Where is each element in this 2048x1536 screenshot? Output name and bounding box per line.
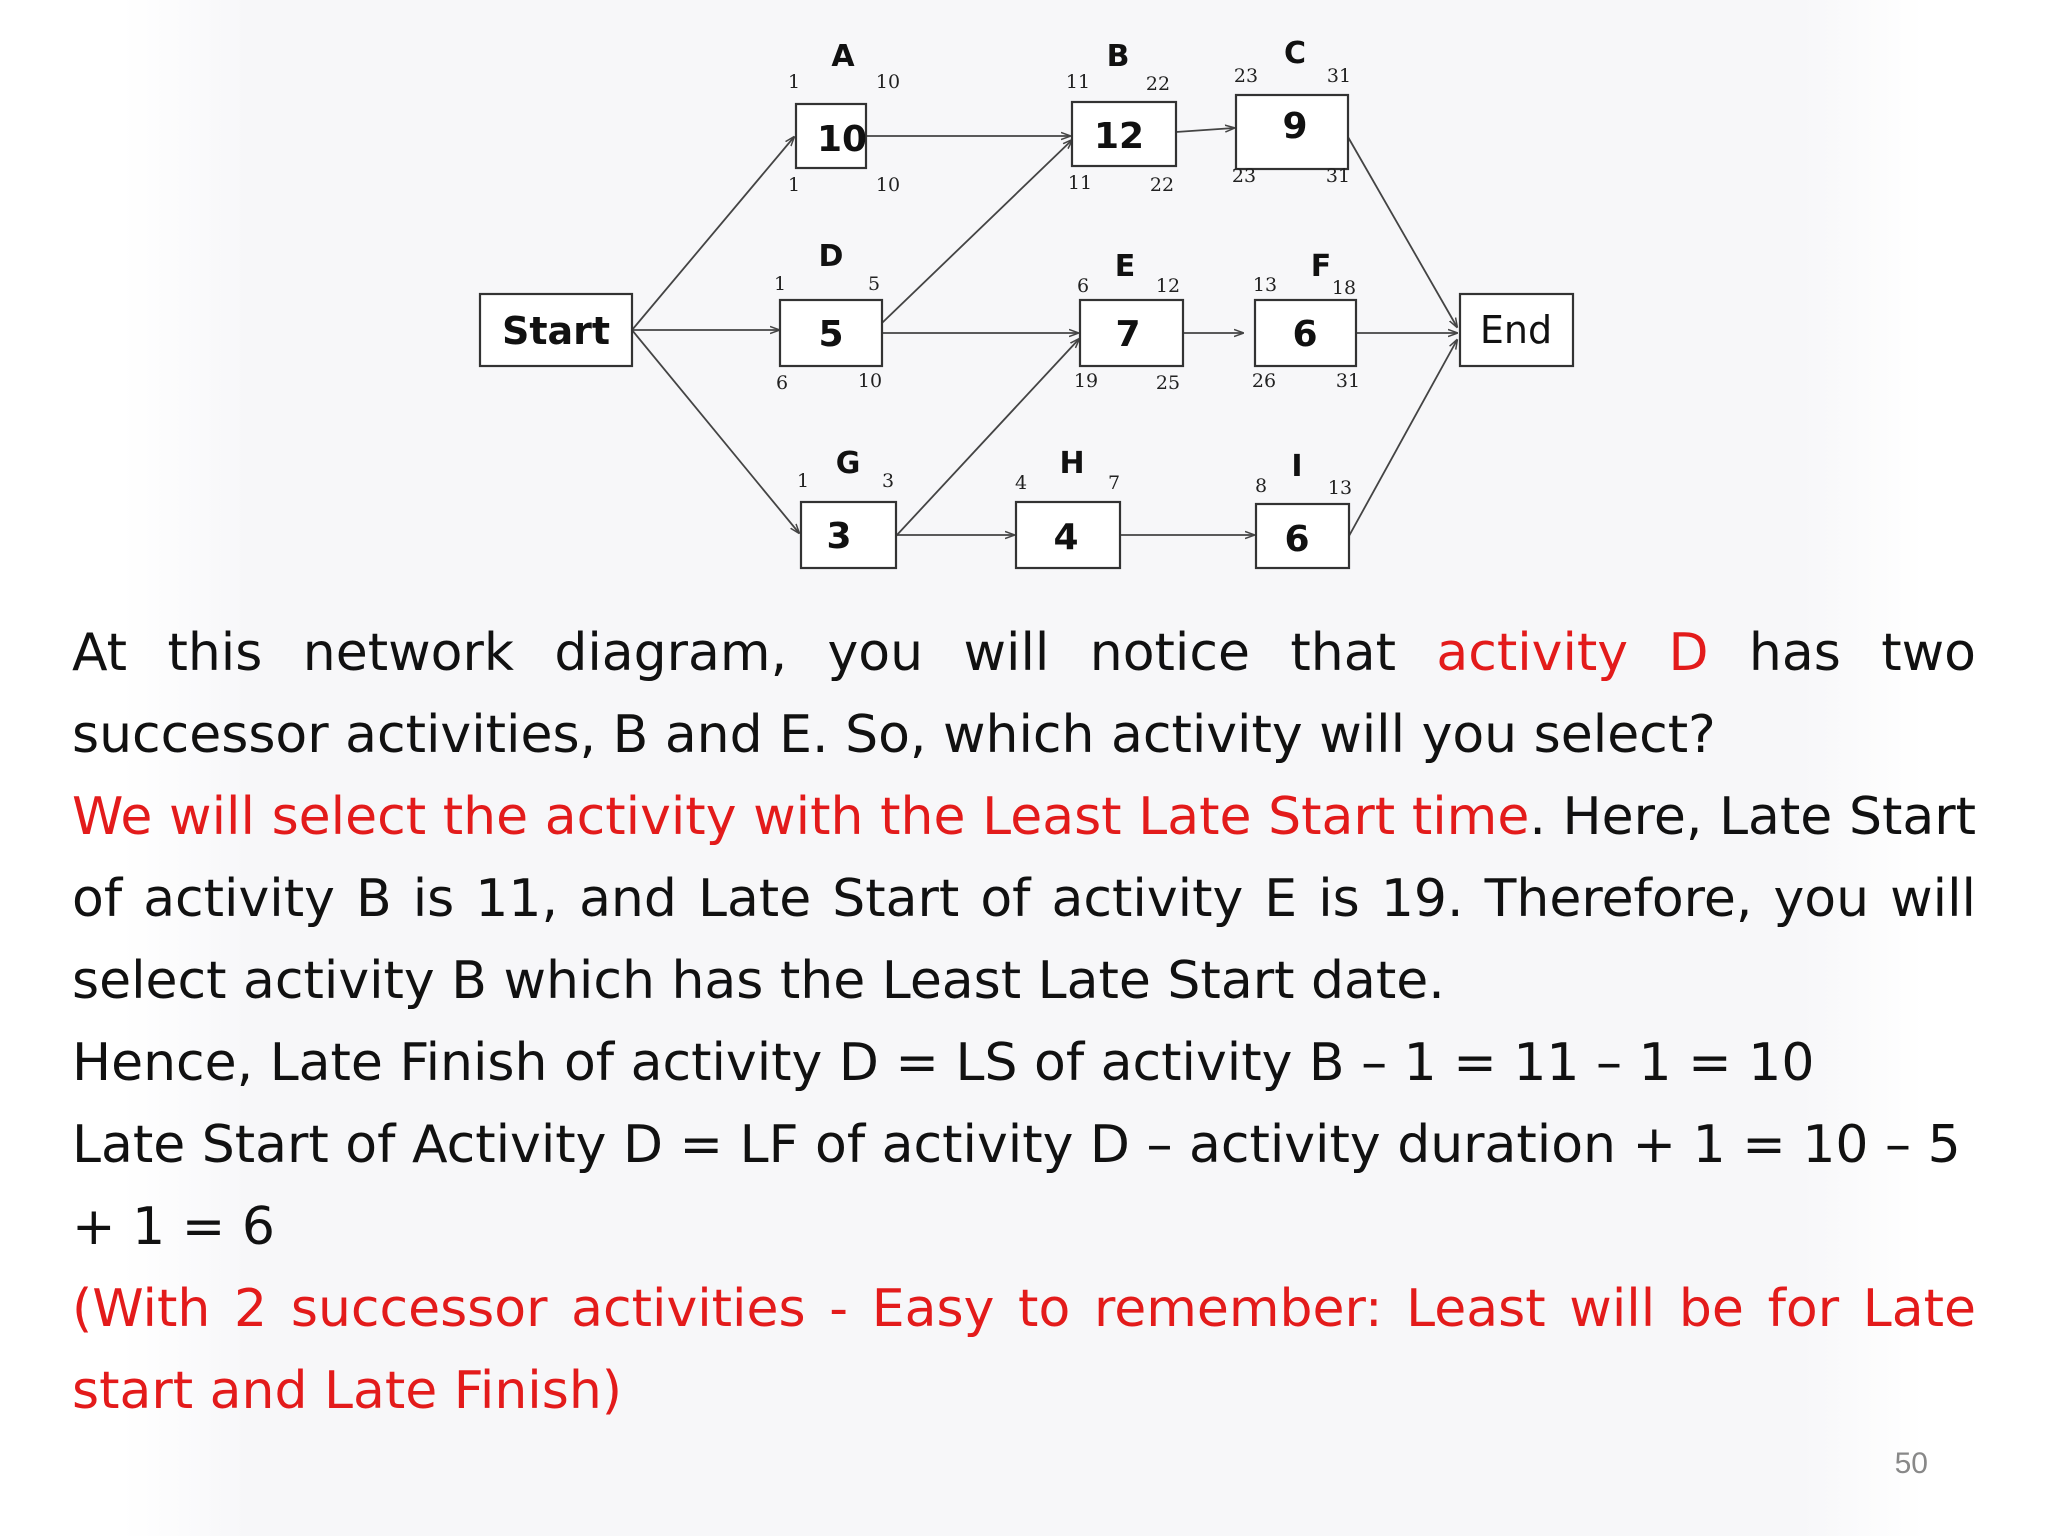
- activity-h-duration: 4: [1053, 517, 1079, 558]
- activity-i-duration: 6: [1284, 519, 1310, 560]
- activity-f-ls: 26: [1251, 370, 1277, 392]
- activity-d-ls: 6: [775, 372, 789, 394]
- activity-c: [1232, 36, 1351, 187]
- activity-d-ef: 5: [867, 273, 881, 295]
- activity-g-duration: 3: [826, 516, 852, 557]
- activity-d: [774, 239, 882, 394]
- explanation-text: [72, 612, 1976, 1432]
- activity-a-lf: 10: [875, 174, 901, 196]
- activity-i: [1255, 449, 1352, 568]
- activity-e-es: 6: [1076, 275, 1090, 297]
- activity-g-es: 1: [796, 470, 810, 492]
- edge-start-g: [632, 330, 799, 533]
- activity-a-ef: 10: [875, 71, 901, 93]
- activity-b-name: B: [1106, 39, 1130, 74]
- activity-e-duration: 7: [1115, 314, 1141, 355]
- activity-c-duration: 9: [1282, 106, 1308, 147]
- activity-e-ef: 12: [1155, 275, 1181, 297]
- paragraph-4: Late Start of Activity D = LF of activity D – activity duration + 1 = 10 – 5 + 1 = 6: [72, 1115, 1961, 1257]
- activity-d-lf: 10: [857, 370, 883, 392]
- edge-i-end: [1349, 340, 1457, 536]
- edge-d-b: [882, 140, 1072, 323]
- activity-f-es: 13: [1252, 274, 1278, 296]
- activity-g-ef: 3: [881, 470, 895, 492]
- activity-d-es: 1: [773, 273, 787, 295]
- paragraph-3: Hence, Late Finish of activity D = LS of activity B – 1 = 11 – 1 = 10: [72, 1033, 1815, 1093]
- paragraph-5: (With 2 successor activities - Easy to remember: Least will be for Late start and Late Finish): [72, 1279, 1976, 1421]
- activity-h-ef: 7: [1107, 472, 1121, 494]
- activity-g-name: G: [835, 446, 861, 481]
- activity-a-duration: 10: [816, 119, 868, 160]
- paragraph-1: [72, 612, 1976, 776]
- activity-h-name: H: [1059, 446, 1085, 481]
- activity-b-duration: 12: [1093, 116, 1145, 157]
- activity-b-ls: 11: [1067, 172, 1093, 194]
- activity-d-name: D: [818, 239, 844, 274]
- p1-text-b: has two successor activities, B and E. So, which activity will you select?: [72, 623, 1976, 765]
- activity-a-name: A: [831, 39, 855, 74]
- activity-e: [1074, 249, 1183, 394]
- edge-b-c: [1176, 128, 1234, 132]
- activity-e-ls: 19: [1073, 370, 1099, 392]
- activity-c-ef: 31: [1326, 65, 1352, 87]
- activity-i-es: 8: [1254, 475, 1268, 497]
- p1-text-a: At this network diagram, you will notice that: [72, 623, 1437, 683]
- activity-b-ef: 22: [1145, 73, 1171, 95]
- activity-i-ef: 13: [1327, 477, 1353, 499]
- activity-h: [1015, 446, 1120, 568]
- activity-c-name: C: [1283, 36, 1307, 71]
- activity-b-es: 11: [1065, 71, 1091, 93]
- start-label: Start: [501, 309, 611, 353]
- activity-c-ls: 23: [1231, 165, 1257, 187]
- activity-e-lf: 25: [1155, 372, 1181, 394]
- edge-start-a: [632, 137, 794, 330]
- activity-h-es: 4: [1014, 472, 1028, 494]
- activity-f-lf: 31: [1335, 370, 1361, 392]
- activity-f-duration: 6: [1292, 314, 1318, 355]
- activity-g: [797, 446, 896, 568]
- activity-a-es: 1: [787, 71, 801, 93]
- end-label: End: [1479, 308, 1553, 352]
- activity-b: [1066, 39, 1176, 196]
- activity-f: [1252, 249, 1360, 392]
- p2-highlight: We will select the activity with the Least Late Start time: [72, 787, 1530, 847]
- page-number: 50: [1894, 1447, 1928, 1480]
- activity-c-lf: 31: [1325, 165, 1351, 187]
- activity-e-name: E: [1114, 249, 1136, 284]
- p2-text-b: . Here, Late Start of activity B is 11, and Late Start of activity E is 19. Therefore, you will select activity B which has the Least Late Start date.: [72, 787, 1976, 1011]
- activity-f-ef: 18: [1331, 277, 1357, 299]
- activity-b-lf: 22: [1149, 174, 1175, 196]
- activity-d-duration: 5: [818, 314, 844, 355]
- activity-i-name: I: [1291, 449, 1303, 484]
- network-diagram: [468, 22, 1606, 588]
- start-node: [480, 294, 632, 366]
- activity-a-ls: 1: [787, 174, 801, 196]
- paragraph-2: [72, 776, 1976, 1022]
- p1-highlight: activity D: [1436, 623, 1709, 683]
- end-node: [1460, 294, 1573, 366]
- activity-f-name: F: [1310, 249, 1332, 284]
- activity-a: [788, 39, 900, 196]
- edge-c-end: [1348, 137, 1457, 327]
- activity-c-es: 23: [1233, 65, 1259, 87]
